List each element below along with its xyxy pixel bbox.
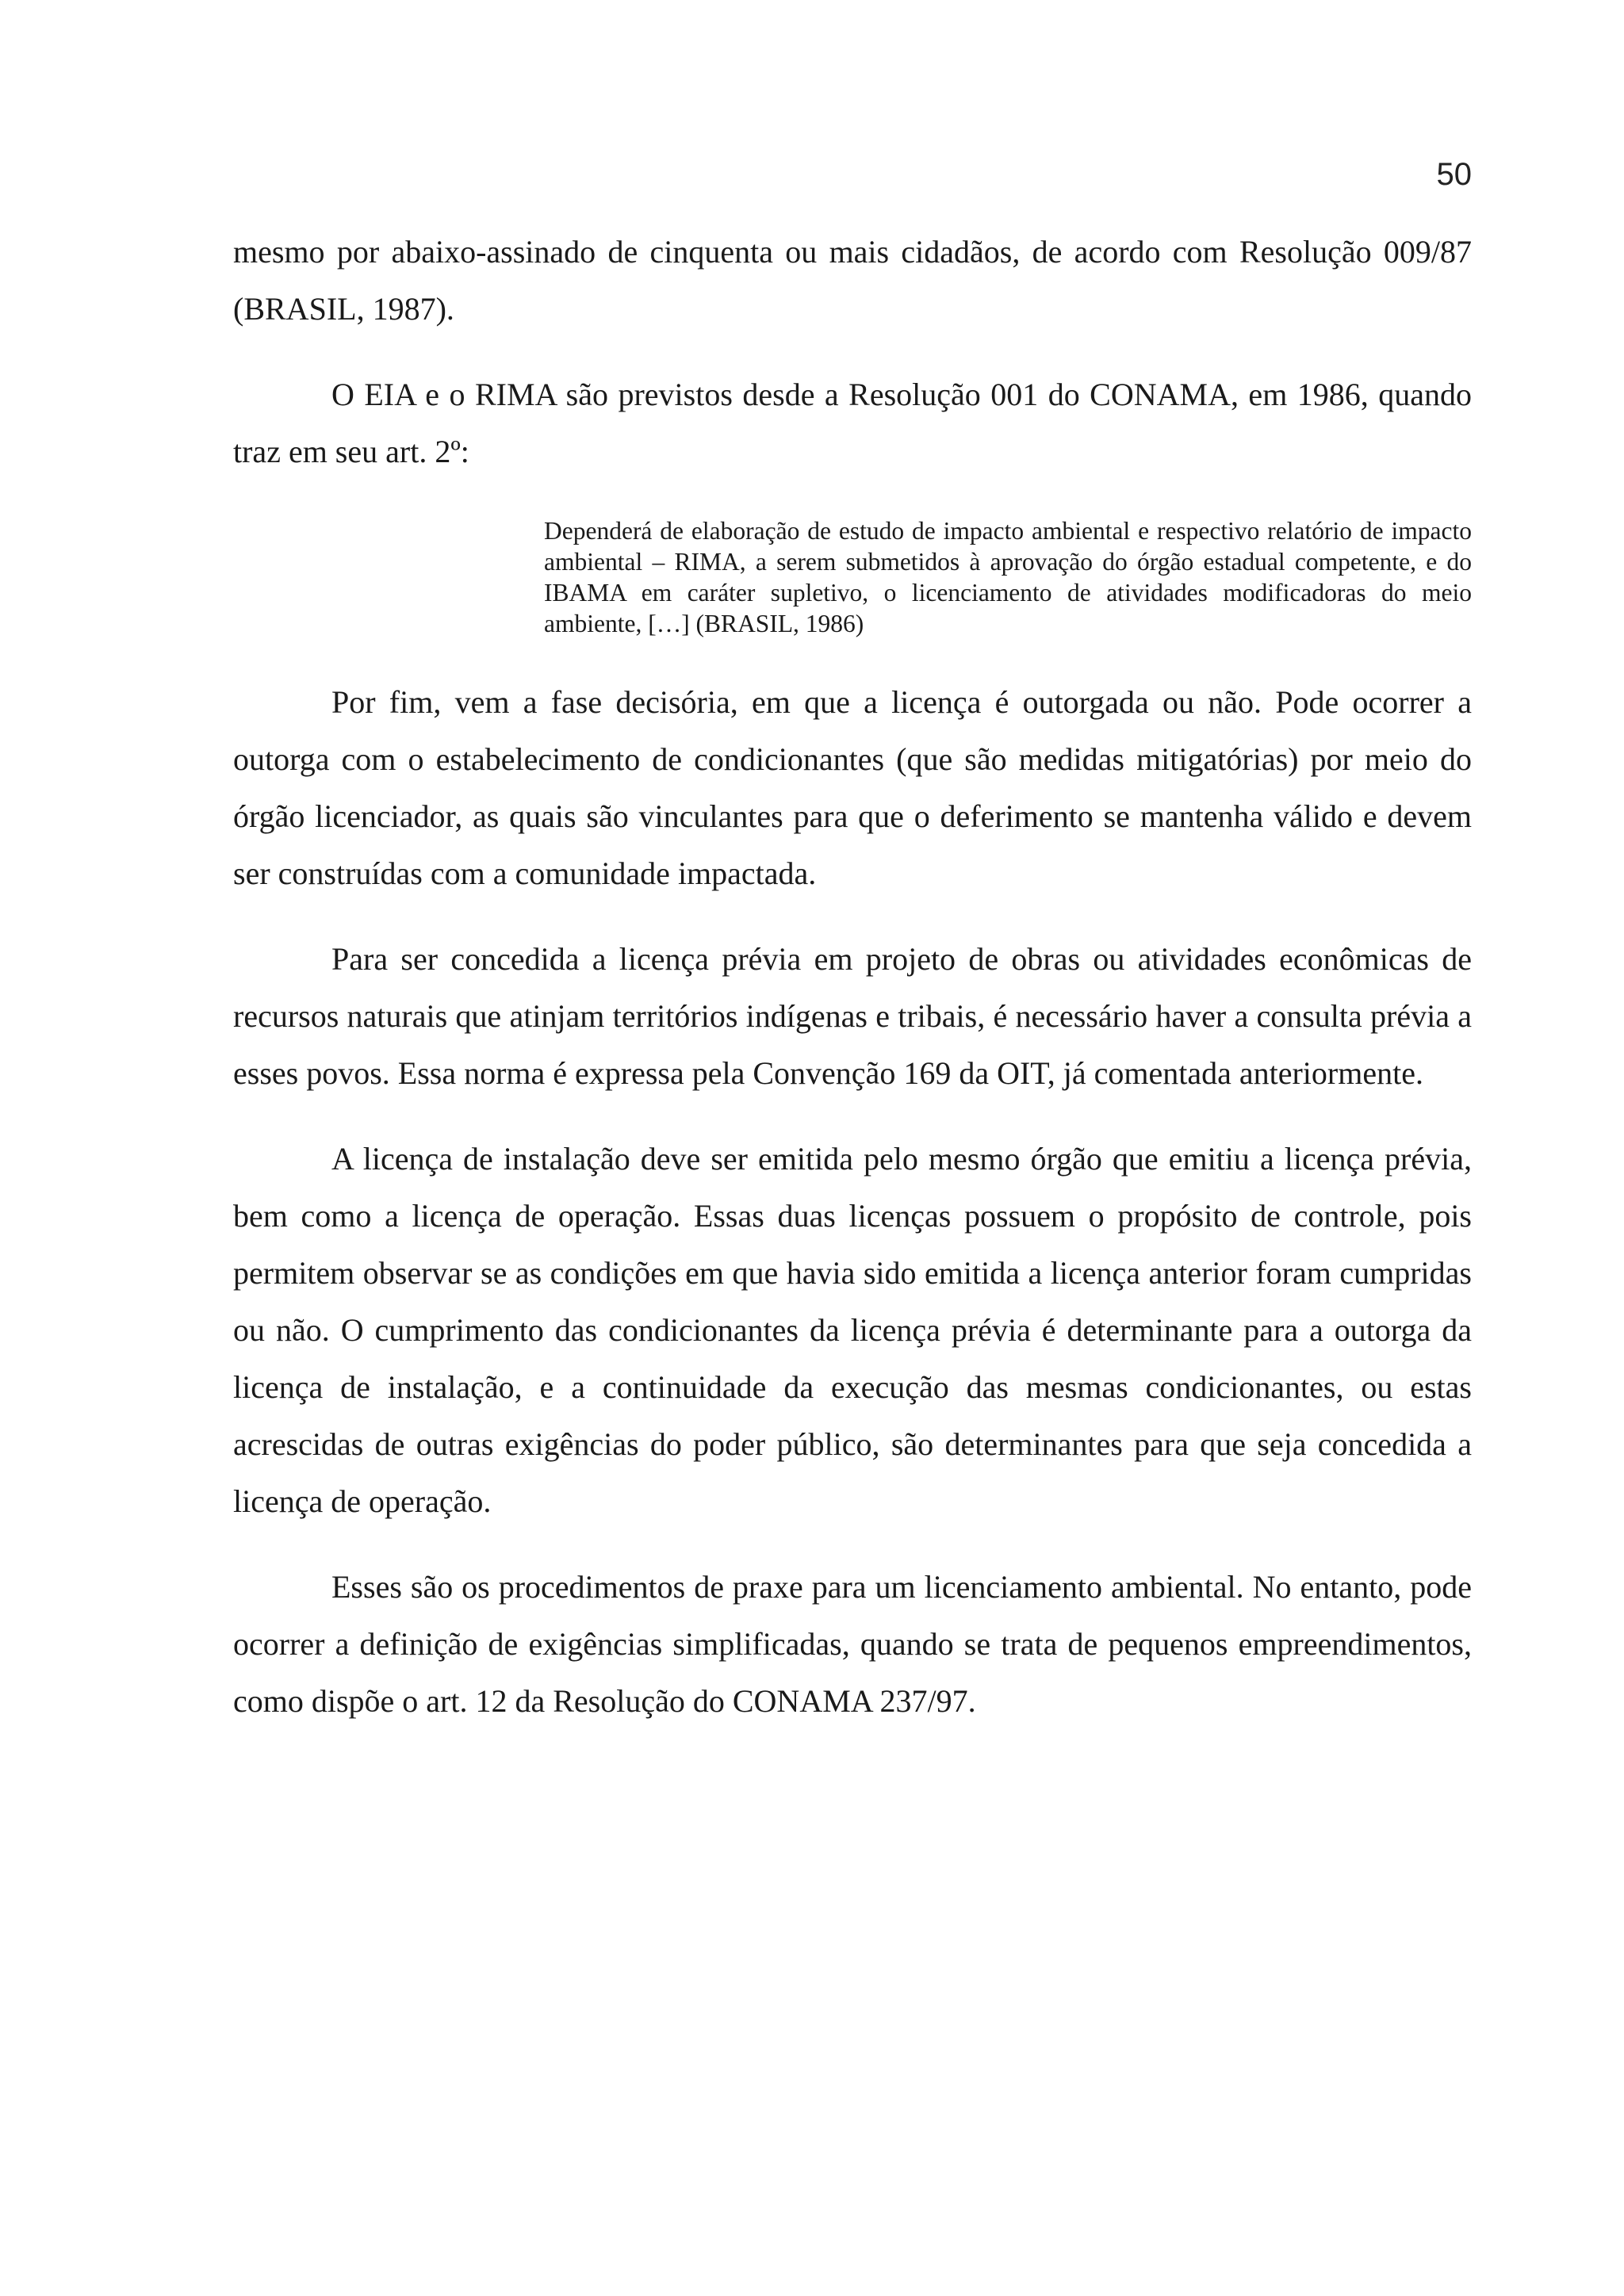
body-text: [233, 224, 1472, 1758]
page-number: 50: [1436, 157, 1472, 192]
paragraph-eia-rima: O EIA e o RIMA são previstos desde a Resolução 001 do CONAMA, em 1986, quando traz em seu art. 2º:: [233, 377, 1472, 469]
paragraph-fase-decisoria: Por fim, vem a fase decisória, em que a licença é outorgada ou não. Pode ocorrer a outorga com o estabelecimento de condicionantes (que são medidas mitigatórias) por meio do órgão licenciador, as quais são vinculantes para que o deferimento se mantenha válido e devem ser construídas com a comunidade impactada.: [233, 684, 1472, 891]
paragraph-procedimentos: Esses são os procedimentos de praxe para um licenciamento ambiental. No entanto, pode ocorrer a definição de exigências simplificadas, quando se trata de pequenos empreendimentos, como dispõe o art. 12 da Resolução do CONAMA 237/97.: [233, 1569, 1472, 1719]
paragraph-licenca-instalacao: A licença de instalação deve ser emitida pelo mesmo órgão que emitiu a licença prévia, bem como a licença de operação. Essas duas licenças possuem o propósito de controle, pois permitem observar se as condições em que havia sido emitida a licença anterior foram cumpridas ou não. O cumprimento das condicionantes da licença prévia é determinante para a outorga da licença de instalação, e a continuidade da execução das mesmas condicionantes, ou estas acrescidas de outras exigências do poder público, são determinantes para que seja concedida a licença de operação.: [233, 1141, 1472, 1519]
paragraph-licenca-previa: Para ser concedida a licença prévia em projeto de obras ou atividades econômicas de recursos naturais que atinjam territórios indígenas e tribais, é necessário haver a consulta prévia a esses povos. Essa norma é expressa pela Convenção 169 da OIT, já comentada anteriormente.: [233, 941, 1472, 1091]
block-quote: Dependerá de elaboração de estudo de impacto ambiental e respectivo relatório de impacto ambiental – RIMA, a serem submetidos à aprovação do órgão estadual competente, e do IBAMA em caráter supletivo, o licenciamento de atividades modificadoras do meio ambiente, […] (BRASIL, 1986): [544, 517, 1472, 637]
paragraph-continuation: mesmo por abaixo-assinado de cinquenta ou mais cidadãos, de acordo com Resolução 009/87 (BRASIL, 1987).: [233, 234, 1472, 327]
